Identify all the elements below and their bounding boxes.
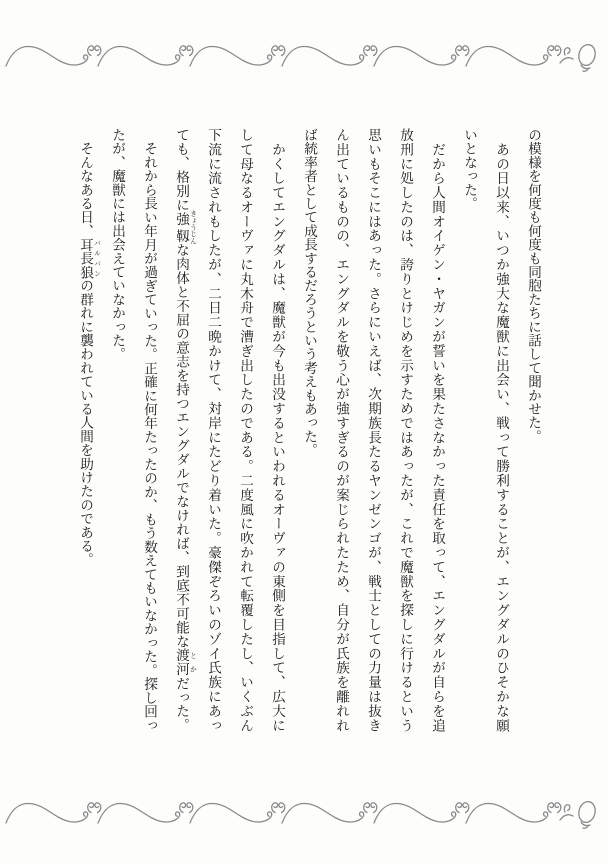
text-line: かくしてエングダルは、魔獣が今も出没するといわれるオーヴァの東側を目指して、広大に	[270, 128, 285, 732]
text-line: あの日以来、いつか強大な魔獣に出会い、戦って勝利することが、エングダルのひそかな願	[494, 128, 509, 732]
furigana-annotated-word: 耳長狼 バルバン	[78, 237, 100, 279]
page-text	[69, 128, 549, 732]
text-line: たが、魔獣には出会えていなかった。	[110, 128, 125, 361]
text-line: ん出ているものの、エングダルを敬う心が強すぎるのが案じられたため、自分が氏族を離れれ	[334, 128, 349, 732]
furigana-annotated-word: 渡河 とか	[174, 648, 196, 677]
text-line: 放刑に処したのは、誇りとけじめを示すためではあったが、これで魔獣を探しに行けるという	[398, 128, 413, 732]
text-line: そんなある日、耳長狼 バルバンの群れに襲われている人間を助けたのである。	[78, 128, 100, 567]
scroll-flourish-border-bottom-icon	[4, 797, 604, 831]
text-line: ても、格別に強靱 きょうじんな肉体と不屈の意志を持つエングダルでなければ、到底不可能な渡河 とかだった。	[174, 128, 196, 732]
text-line: 下流に流されもしたが、二日二晩かけて、対岸にたどり着いた。豪傑ぞろいのゾイ氏族にあっ	[206, 128, 221, 732]
text-line: いとなった。	[462, 128, 477, 211]
text-line: して母なるオーヴァに丸木舟で漕ぎ出したのである。二度風に吹かれて転覆したし、いくぶん	[238, 128, 253, 732]
text-line: それから長い年月が過ぎていった。正確に何年たったのか、もう数えてもいなかった。探し回っ	[142, 128, 157, 732]
furigana-annotated-word: 強靱 きょうじん	[174, 210, 196, 245]
text-line: ば統率者として成長するだろうという考えもあった。	[302, 128, 317, 457]
text-line: 思いもそこにはあった。さらにいえば、次期族長たるヤンゼンゴが、戦士としての力量は抜き	[366, 128, 381, 732]
scroll-flourish-border-top-icon	[4, 40, 604, 74]
text-line: の模様を何度も何度も同胞たちに話して聞かせた。	[526, 128, 541, 444]
text-line: だから人間オイゲン・ヤガンが誓いを果たさなかった責任を取って、エングダルが自らを追	[430, 128, 445, 732]
